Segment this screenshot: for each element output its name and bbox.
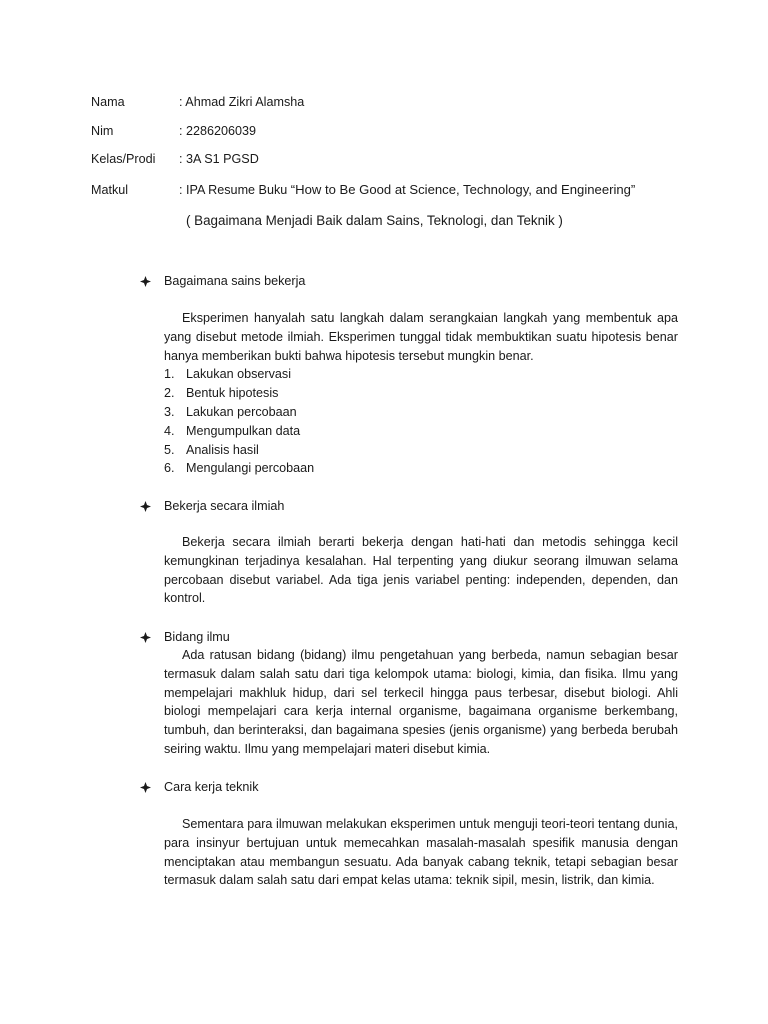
nama-label: Nama [91,95,125,109]
list-item [164,441,680,460]
list-item [164,459,680,478]
steps-list [164,365,680,478]
section-heading-text: Bagaimana sains bekerja [164,274,306,288]
nim-label: Nim [91,124,114,138]
diamond-bullet-icon [140,497,152,515]
section-bidang-ilmu [140,628,680,759]
list-number: 6. [164,461,175,476]
section-heading-text: Cara kerja teknik [164,780,259,794]
list-number: 1. [164,367,175,382]
book-title: “How to Be Good at Science, Technology, and Engineering” [290,182,636,197]
list-number: 4. [164,423,175,438]
section-heading [140,778,680,796]
list-number: 2. [164,386,175,401]
list-item [164,403,680,422]
matkul-value-prefix: : IPA Resume Buku [179,183,291,197]
list-item [164,422,680,441]
section-heading [140,628,680,646]
list-text: Lakukan percobaan [186,404,297,419]
diamond-bullet-icon [140,272,152,290]
section-heading-text: Bekerja secara ilmiah [164,499,285,513]
list-item [164,365,680,384]
nim-value: : 2286206039 [179,124,257,138]
section-heading-text: Bidang ilmu [164,630,230,644]
list-text: Mengumpulkan data [186,423,301,438]
kelas-label: Kelas/Prodi [91,152,156,166]
list-text: Analisis hasil [186,442,259,457]
nama-value: : Ahmad Zikri Alamsha [179,95,305,109]
matkul-value [179,181,635,199]
section-paragraph: Bekerja secara ilmiah berarti bekerja dengan hati-hati dan metodis sehingga kecil kemungkinan terjadinya kesalahan. Hal terpenting yang diukur seorang ilmuwan selama percobaan disebut variabel. Ada tiga jenis variabel penting: independen, dependen, dan kontrol. [164,535,678,606]
section-paragraph: Ada ratusan bidang (bidang) ilmu pengetahuan yang berbeda, namun sebagian besar termasuk dalam salah satu dari tiga kelompok utama: biologi, kimia, dan fisika. Ilmu yang mempelajari makhluk hidup, dari sel terkecil hingga paus terbesar, disebut biologi. Ahli biologi mempelajari cara kerja internal organisme, bagaimana organisme berkembang, tumbuh, dan berinteraksi, dan bagaimana spesies (jenis organisme) yang berbeda berubah seiring waktu. Ilmu yang mempelajari materi disebut kimia. [164,648,678,756]
book-subtitle: ( Bagaimana Menjadi Baik dalam Sains, Teknologi, dan Teknik ) [186,213,563,228]
section-bekerja-secara-ilmiah [140,497,680,608]
kelas-value: : 3A S1 PGSD [179,152,259,166]
list-text: Bentuk hipotesis [186,386,279,401]
list-text: Mengulangi percobaan [186,461,315,476]
section-cara-kerja-teknik [140,778,680,890]
section-bagaimana-sains-bekerja [140,272,680,478]
matkul-label: Matkul [91,183,129,197]
list-number: 5. [164,442,175,457]
diamond-bullet-icon [140,778,152,796]
section-paragraph: Sementara para ilmuwan melakukan eksperimen untuk menguji teori-teori tentang dunia, para insinyur bertujuan untuk memecahkan masalah-masalah spesifik manusia dengan menciptakan atau membangun sesuatu. Ada banyak cabang teknik, tetapi sebagian besar termasuk dalam salah satu dari empat kelas utama: teknik sipil, mesin, listrik, dan kimia. [164,817,678,888]
list-item [164,384,680,403]
section-paragraph: Eksperimen hanyalah satu langkah dalam serangkaian langkah yang membentuk apa yang disebut metode ilmiah. Eksperimen tunggal tidak membuktikan suatu hipotesis benar hanya memberikan bukti bahwa hipotesis tersebut mungkin benar. [164,311,678,363]
list-number: 3. [164,404,175,419]
list-text: Lakukan observasi [186,367,292,382]
diamond-bullet-icon [140,628,152,646]
section-heading [140,497,680,515]
section-heading [140,272,680,290]
